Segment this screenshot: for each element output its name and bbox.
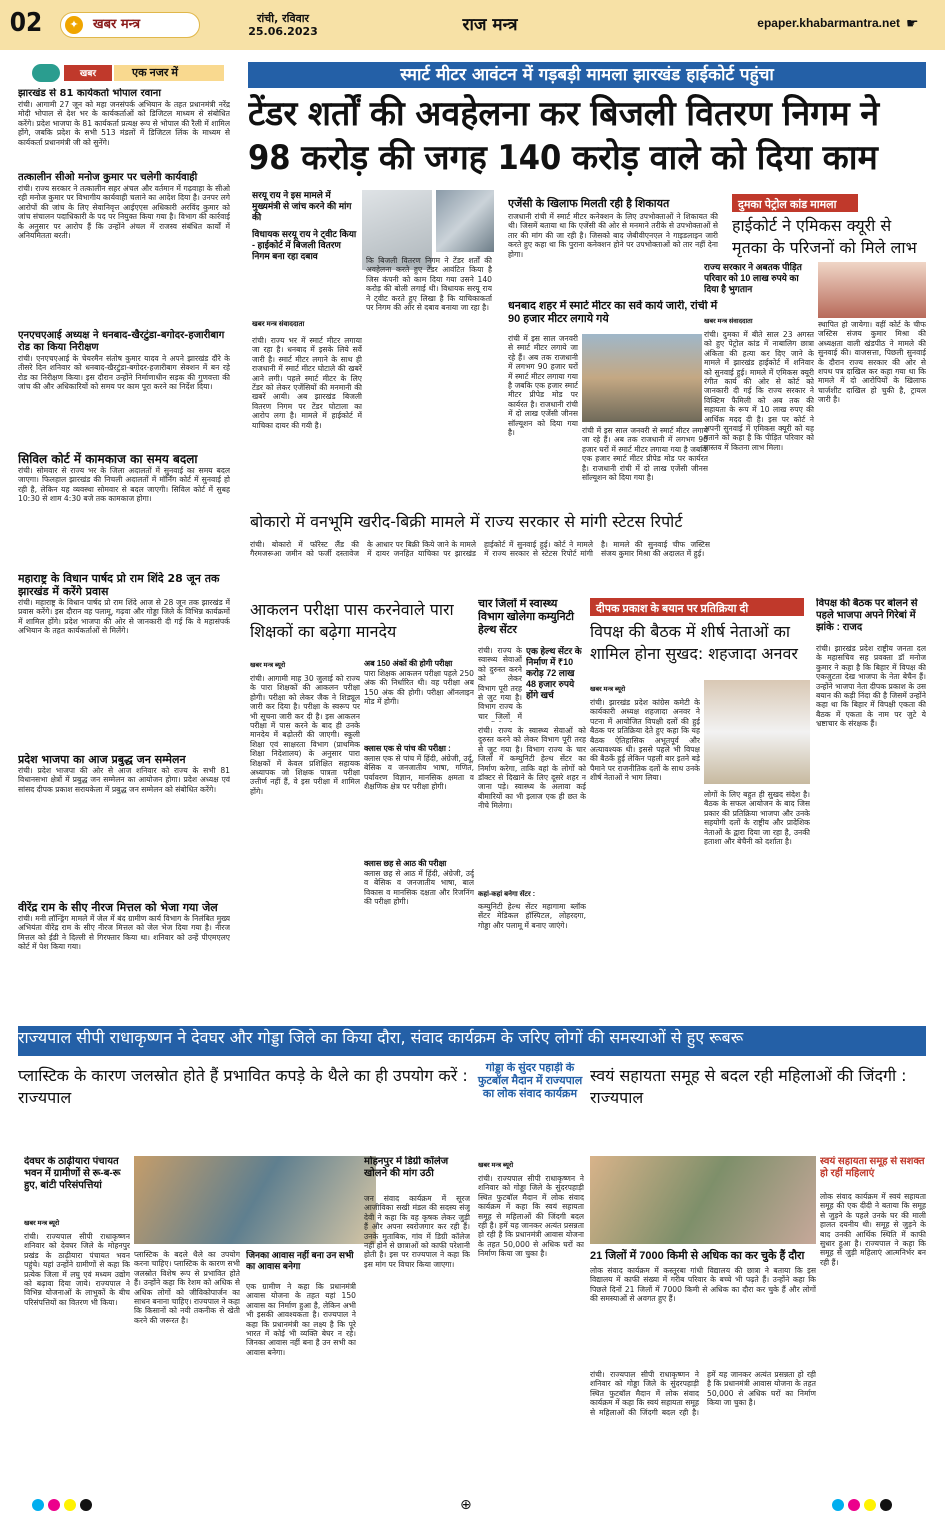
black-dot [80, 1499, 92, 1511]
subhead: एजेंसी के खिलाफ मिलती रही है शिकायत [508, 198, 670, 210]
article-body: कम्युनिटी हेल्थ सेंटर महागामा ब्लॉक सेंटर मेडिकल हॉस्पिटल, लोहरदगा, गोड्डा और पलामू में बनाए जाएंगे। [478, 902, 586, 930]
article-body: जन संवाद कार्यक्रम में सूरज आजीविका सखी मंडल की सदस्य संजू देवी ने कहा कि वह कृषक लेकर जुड़ी हैं और अपना स्वरोजगार कर रही हैं। उनके मुताबिक, गांव में डिग्री कॉलेज नहीं होने से छात्राओं को काफी परेशानी होती है। इस पर राज्यपाल ने कहा कि इस मांग पर विचार किया जाएगा। [364, 1194, 470, 1269]
byline: खबर मन्त्र ब्यूरो [478, 1162, 514, 1169]
street-photo [582, 334, 702, 422]
brief-title: तत्कालीन सीओ मनोज कुमार पर चलेगी कार्यवाही [18, 172, 198, 183]
article-body: रांची। झारखंड प्रदेश राष्ट्रीय जनता दल के महासचिव सह प्रवक्ता डॉ मनोज कुमार ने कहा है कि बिहार में विपक्ष की एकजुटता देख भाजपा के नेता बेचैन हैं। उन्होंने भाजपा नेता दीपक प्रकाश के उस बयान की कड़ी निंदा की है जिसमें उन्होंने कहा था कि बिहार में विपक्षी एकता की बैठक में एकता के नाम पर जुटे ये भ्रष्टाचार के संरक्षक हैं। [816, 644, 926, 729]
dipak-headline: विपक्ष की बैठक में शीर्ष नेताओं का शामिल होना सुखद: शहजादा अनवर [590, 622, 798, 663]
article-body: रांची। राज्यपाल सीपी राधाकृष्णन शनिवार को देवघर जिले के मोहनपुर प्रखंड के ठाढ़ीयारा पंचायत भवन पहुंचे। यहां उन्होंने ग्रामीणों से कहा कि प्रत्येक जिला में लघु एवं मध्यम उद्योग को बढ़ावा दिया जाये। राज्यपाल ने विभिन्न योजनाओं के लाभुकों के बीच परिसंपत्तियों का वितरण भी किया। [24, 1232, 130, 1307]
brief-body: रांची। राज्य सरकार ने तत्कालीन सहर अंचल और वर्तमान में गढ़वाहा के सीओ रही मनोज कुमार पर विभागीय कार्यवाही चलाने का आदेश दिया है। उनपर लगे आरोपों की जांच के लिए सेवानिवृत्त आईएएस अधिकारी अरविंद कुमार को जांच संचालन पदाधिकारी के पद पर नियुक्त किया गया है। विभाग की कार्रवाई के अनुसार पर आरोप हैं कि उन्होंने अंचल में राजस्व संबंधित कार्यों में अनियमितता बरती। [18, 184, 230, 241]
brief-title: एनएचएआई अध्यक्ष ने धनबाद-खैरटुंडा-बगोदर-हजारीबाग रोड का किया निरीक्षण [18, 330, 225, 353]
article-body: लोक संवाद कार्यक्रम में स्वयं सहायता समूह की एक दीदी ने बताया कि समूह से जुड़ने के पहले उनके घर की माली हालत दयनीय थी। समूह से जुड़ने के बाद उनकी आर्थिक स्थिति में काफी सुधार हुआ है। राज्यपाल ने कहा कि समूह से जुड़ी महिलाएं आत्मनिर्भर बन रही हैं। [820, 1192, 926, 1267]
article-body: क्लास छह से आठ में हिंदी, अंग्रेजी, उर्दू व बेसिक व जनजातीय भाषा, बाल विकास व मानसिक दक्षता और रिजनिंग की परीक्षा होगी। [364, 869, 474, 907]
dumka-tag: दुमका पेट्रोल कांड मामला [732, 194, 858, 212]
shg-box-title: स्वयं सहायता समूह से सशक्त हो रहीं महिलाएं [820, 1156, 925, 1179]
yellow-dot [64, 1499, 76, 1511]
brief-title: महाराष्ट्र के विधान पार्षद प्रो राम शिंदे 28 जून तक झारखंड में करेंगे प्रवास [18, 572, 220, 598]
article-body: रांची। बोकारो में फॉरेस्ट लैंड की गैरमजरूआ जमीन को फर्जी दस्तावेज के आधार पर बिक्री किये जाने के मामले में दायर जनहित याचिका पर झारखंड हाईकोर्ट में सुनवाई हुई। कोर्ट ने मामले में राज्य सरकार से स्टेटस रिपोर्ट मांगी है। मामले की सुनवाई चीफ जस्टिस संजय कुमार मिश्रा की अदालत में हुई। [250, 540, 710, 559]
deoghar-title: देवघर के ठाढ़ीयारा पंचायत भवन में ग्रामीणों से रू-ब-रू हुए, बांटी परिसंपत्तियां [24, 1156, 121, 1191]
bike-title: 21 जिलों में 7000 किमी से अधिक का कर चुके हैं दौरा [590, 1250, 805, 1262]
dumka-subhead: राज्य सरकार ने अबतक पीड़ित परिवार को 10 लाख रुपये का दिया है भुगतान [704, 262, 802, 294]
article-body: रांची में इस साल जनवरी से स्मार्ट मीटर लगाये जा रहे हैं। अब तक राजधानी में लगभग 90 हजार घरों में स्मार्ट मीटर लगाया गया है जबकि एक हजार स्मार्ट मीटर प्रीपेड मोड पर कार्यरत है। राजधानी रांची में दो लाख एजेंसी जीनस सॉल्यूशन को दिया गया है। [508, 334, 578, 438]
governor-banner: राज्यपाल सीपी राधाकृष्णन ने देवघर और गोड्डा जिले का किया दौरा, संवाद कार्यक्रम के जरिए लोगों की समस्याओं से हुए रूबरू [18, 1026, 926, 1056]
subhead: धनबाद शहर में स्मार्ट मीटर का सर्वे कार्य जारी, रांची में 90 हजार मीटर लगाये गये [508, 300, 718, 325]
subhead: क्लास छह से आठ की परीक्षा [364, 859, 447, 868]
epaper-link[interactable]: epaper.khabarmantra.net [757, 16, 900, 30]
quote-block [252, 190, 360, 300]
dipak-tag: दीपक प्रकाश के बयान पर प्रतिक्रिया दी [590, 598, 804, 616]
masthead-logo [60, 12, 200, 38]
governor-godda-photo [590, 1156, 816, 1244]
black-dot [880, 1499, 892, 1511]
article-body: रांची में इस साल जनवरी से स्मार्ट मीटर लगाये जा रहे हैं। अब तक राजधानी में लगभग 90 हजार घरों में स्मार्ट मीटर लगाया गया है जबकि एक हजार स्मार्ट मीटर प्रीपेड मोड पर कार्यरत है। राजधानी रांची में दो लाख एजेंसी जीनस सॉल्यूशन को दिया गया है। [582, 426, 708, 483]
rajad-headline: विपक्ष की बैठक पर बोलने से पहले भाजपा अपने गिरेबां में झांके : राजद [816, 598, 918, 633]
article-body: प्लास्टिक के बदले थैले का उपयोग करना चाहिए। प्लास्टिक के कारण सभी जलस्रोत विशेष रूप से प्रभावित होते हैं। उन्होंने कहा कि रेशम को अधिक से अधिक लोगों को जीविकोपार्जन का साधन बनाना चाहिए। राज्यपाल ने कहा कि किसानों को नयी तकनीक से खेती करने की जरूरत है। [134, 1250, 240, 1325]
high-court-photo [818, 262, 926, 318]
print-registration-marks [0, 1495, 945, 1515]
governor-deoghar-photo [134, 1156, 376, 1244]
subhead: अब 150 अंकों की होगी परीक्षा [364, 659, 453, 668]
article-body: रांची। झारखंड प्रदेश कांग्रेस कमेटी के कार्यकारी अध्यक्ष शहजादा अनवर ने पटना में आयोजित विपक्षी दलों की हुई बैठक पर प्रतिक्रिया देते हुए कहा कि यह बैठक ऐतिहासिक अभूतपूर्व और अत्यावश्यक थी। इससे पहले भी विपक्ष की बैठकें हुई लेकिन पहली बार इतने बड़े पैमाने पर राजनीतिक दलों के साथ उनके शीर्ष नेताओं ने भाग लिया। [590, 698, 700, 783]
tag-khabar: खबर [64, 65, 112, 81]
shahzada-photo [704, 680, 810, 784]
article-body: क्लास एक से पांच में हिंदी, अंग्रेजी, उर्दू, बेसिक व जनजातीय भाषा, गणित, पर्यावरण विज्ञान, मानसिक क्षमता व शैक्षणिक क्षेत्र पर परीक्षा होगी। [364, 754, 474, 792]
article-body: रांची। राज्यपाल सीपी राधाकृष्णन ने शनिवार को गोड्डा जिले के सुंदरपहाड़ी स्थित फुटबॉल मैदान में लोक संवाद कार्यक्रम में कहा कि स्वयं सहायता समूह से महिलाओं की जिंदगी बदल रही है। हमें यह जानकर अत्यंत प्रसन्नता हो रही है कि प्रधानमंत्री आवास योजना के तहत 50,000 से अधिक घरों का निर्माण किया जा चुका है। [590, 1370, 816, 1417]
byline: खबर मन्त्र ब्यूरो [590, 686, 626, 693]
article-body: लोगों के लिए बहुत ही सुखद संदेश है। बैठक के सफल आयोजन के बाद जिस प्रकार की प्रतिक्रिया भाजपा और उनके सहयोगी दलों के राष्ट्रीय और प्रादेशिक नेताओं के द्वारा दिया जा रहा है, उनकी हताशा और बेचैनी को दर्शाता है। [704, 790, 810, 847]
brief-body: रांची। महाराष्ट्र के विधान पार्षद प्रो राम शिंदे आज से 28 जून तक झारखंड में प्रवास करेंगे। इस दौरान वह पलामू, गढ़वा और गोड्डा जिले के विभिन्न कार्यक्रमों में शामिल होंगे। प्रदेश भाजपा की ओर से जानकारी दी गई कि वे महासंपर्क अभियान के तहत कार्यकर्ताओं से मिलेंगे। [18, 598, 230, 636]
logo-icon: ✦ [65, 16, 83, 34]
brief-body: रांची। एनएचएआई के चेयरमैन संतोष कुमार यादव ने अपने झारखंड दौरे के तीसरे दिन शनिवार को धनबाद-खैरटुंडा-बगोदर-हजारीबाग सेक्शन में बन रहे रोड का निरीक्षण किया। इस दौरान उन्होंने निर्माणाधीन सड़क की गुणवत्ता की जांच की और अधिकारियों को समय पर काम पूरा करने का निर्देश दिया। [18, 354, 230, 392]
tag-ek-nazar: एक नजर में [114, 65, 224, 81]
cyan-dot [832, 1499, 844, 1511]
article-body: स्थापित हो जायेगा। वहीं कोर्ट के चीफ जस्टिस संजय कुमार मिश्रा की अध्यक्षता वाली खंडपीठ ने मामले की सुनवाई की। वाजसत्ता, पिछली सुनवाई के दौरान राज्य सरकार की ओर से शपथ पत्र दाखिल कर कहा गया था कि मामले में दो आरोपियों के खिलाफ चार्जशीट दाखिल हो चुकी है, ट्रायल जारी है। [818, 320, 926, 405]
brief-title: सिविल कोर्ट में कामकाज का समय बदला [18, 452, 198, 466]
registration-mark-icon: ⊕ [460, 1497, 472, 1513]
byline: खबर मन्त्र संवाददाता [252, 321, 305, 328]
section-tag [20, 62, 230, 84]
housing-title: जिनका आवास नहीं बना उन सभी का आवास बनेगा [246, 1250, 354, 1271]
mohanpur-title: मोहनपुर में डिग्री कॉलेज खोलने की मांग उठी [364, 1156, 449, 1179]
exam-headline: आकलन परीक्षा पास करनेवाले पारा शिक्षकों का बढ़ेगा मानदेय [250, 600, 454, 641]
quote-text: सरयू राय ने इस मामले में मुख्यमंत्री से जांच करने की मांग की [252, 190, 352, 222]
dateline [228, 12, 338, 42]
byline: खबर मन्त्र संवाददाता [704, 318, 753, 325]
article-body: रांची। दुमका में बीते साल 23 अगस्त को हुए पेट्रोल कांड में नाबालिग छात्रा अंकिता की हत्या कर दिए जाने के मामले में झारखंड हाईकोर्ट में शनिवार को सुनवाई हुई। मामले में एमिकस क्यूरी रंगीत कार्य की ओर से कोर्ट को जानकारी दी गई कि राज्य सरकार ने विक्टिम फैमिली को अब तक की सहायता के रूप में 10 लाख रुपए की आर्थिक मदद दी है। इस पर कोर्ट ने अपनी सुनवाई में एमिकस क्यूरी को यह बताने को कहा है कि पीड़ित परिवार को वास्तव में कितना लाभ मिला। [704, 330, 814, 452]
magenta-dot [848, 1499, 860, 1511]
article-body: राजधानी रांची में स्मार्ट मीटर कनेक्शन के लिए उपभोक्ताओं ने शिकायत की थी। जिसमें बताया था कि एजेंसी की ओर से मनमाने तरीके से उपभोक्ताओं से तार की मांग की जा रही है। जिसको बाद जेबीवीएनएल ने गाइडलाइन जारी करते हुए कहा था कि पुराना कनेक्शन होने पर उपभोक्ताओं को तार नहीं देना होगा। [508, 212, 718, 259]
section-title: राज मन्त्र [462, 15, 518, 35]
article-body: रांची। राज्य के स्वास्थ्य सेवाओं को दुरुस्त करने को लेकर विभाग पूरी तरह से जुट गया है। विभाग राज्य के चार जिलों में कम्युनिटी हेल्थ सेंटर का निर्माण करेगा, ताकि वहां के लोगों को डॉक्टर से दिखाने के लिए दूसरे शहर न जाना पड़े। स्वास्थ्य के अलावा कई बीमारियों का भी इलाज एक ही छत के नीचे मिलेगा। [478, 726, 586, 811]
brief-body: रांची। प्रदेश भाजपा की ओर से आज शनिवार को राज्य के सभी 81 विधानसभा क्षेत्रों में प्रबुद्ध जन सम्मेलन का आयोजन होगा। प्रदेश अध्यक्ष एवं सांसद दीपक प्रकाश सरायकेला में प्रबुद्ध जन सम्मेलन को संबोधित करेंगे। [18, 766, 230, 794]
brief-body: रांची। आगामी 27 जून को महा जनसंपर्क अभियान के तहत प्रधानमंत्री नरेंद्र मोदी भोपाल से देश भर के कार्यकर्ताओं को डिजिटल माध्यम से संबोधित करेंगे। प्रदेश भाजपा के 81 कार्यकर्ता प्रत्यक्ष रूप से भोपाल की रैली में शामिल होंगे, जबकि प्रदेश के सभी 513 मंडलों में डिजिटल लिंक के माध्यम से कार्यकर्ता प्रधानमंत्री जी को सुनेंगे। [18, 100, 230, 147]
subhead: क्लास एक से पांच की परीक्षा : [364, 744, 451, 753]
forest-headline: बोकारो में वनभूमि खरीद-बिक्री मामले में राज्य सरकार से मांगी स्टेटस रिपोर्ट [250, 512, 683, 531]
globe-icon [32, 64, 60, 82]
article-body: रांची। राज्यपाल सीपी राधाकृष्णन ने शनिवार को गोड्डा जिले के सुंदरपहाड़ी स्थित फुटबॉल मैदान में लोक संवाद कार्यक्रम में कहा कि स्वयं सहायता समूह से महिलाओं की जिंदगी बदल रही है। हमें यह जानकर अत्यंत प्रसन्नता हो रही है कि प्रधानमंत्री आवास योजना के तहत 50,000 से अधिक घरों का निर्माण किया जा चुका है। [478, 1174, 584, 1259]
exam-right [364, 658, 474, 970]
color-dots-right [830, 1495, 894, 1515]
logo-text: खबर मन्त्र [93, 17, 141, 32]
byline: खबर मन्त्र ब्यूरो [24, 1220, 60, 1227]
magenta-dot [48, 1499, 60, 1511]
subhead: कहां-कहां बनेगा सेंटर : [478, 891, 536, 898]
color-dots-left [30, 1495, 94, 1515]
article-body: कि बिजली वितरण निगम ने टेंडर शर्तों की अवहेलना करते हुए टेंडर आवंटित किया है जिस कंपनी को काम दिया गया उसने 140 करोड़ की बोली लगाई थी। विधायक सरयू राय ने ट्वीट करते हुए लिखा है कि याचिकाकर्ता पर निगम की ओर से दबाव बनाया जा रहा है। [366, 256, 492, 313]
brief-column [18, 88, 230, 1343]
article-body: पारा शिक्षक आकलन परीक्षा पहले 250 अंक की निर्धारित थी। वह परीक्षा अब 150 अंक की होगी। परीक्षा ऑनलाइन मोड में होगी। [364, 669, 474, 707]
article-body: रांची। राज्य के स्वास्थ्य सेवाओं को दुरुस्त करने को लेकर विभाग पूरी तरह से जुट गया है। विभाग राज्य के चार जिलों में [478, 646, 522, 721]
article-body: लोक संवाद कार्यक्रम में कस्तूरबा गांधी विद्यालय की छात्रा ने बताया कि इस विद्यालय में काफी संख्या में गरीब परिवार के बच्चे भी पढ़ते हैं। उन्होंने कहा कि पिछले दिनों 21 जिलों में 7000 किमी से अधिक का दौरा कर चुके हैं और लोगों की समस्याओं से अवगत हुए हैं। [590, 1266, 816, 1304]
health-headline: चार जिलों में स्वास्थ्य विभाग खोलेगा कम्युनिटी हेल्थ सेंटर [478, 598, 574, 636]
brief-title: झारखंड से 81 कार्यकर्ता भोपाल रवाना [18, 88, 161, 99]
saryu-rai-photo [436, 190, 494, 252]
health-box: एक हेल्थ सेंटर के निर्माण में ₹10 करोड़ 72 लाख 48 हजार रुपये होंगे खर्च [526, 646, 582, 700]
main-headline: टेंडर शर्तों की अवहेलना कर बिजली वितरण निगम ने 98 करोड़ की जगह 140 करोड़ वाले को दिया काम [248, 94, 880, 178]
brief-body: रांची। मनी लॉन्ड्रिंग मामले में जेल में बंद ग्रामीण कार्य विभाग के निलंबित मुख्य अभियंता वीरेंद्र राम के सीए नीरज मित्तल को जेल भेज दिया गया है। नीरज मित्तल को ईडी ने दिल्ली से गिरफ्तार किया था। शनिवार को उन्हें पीएमएलए कोर्ट में पेश किया गया। [18, 914, 230, 952]
byline: खबर मन्त्र ब्यूरो [250, 662, 286, 669]
brief-title: वीरेंद्र राम के सीए नीरज मित्तल को भेजा गया जेल [18, 901, 218, 914]
article-body: रांची। राज्य भर में स्मार्ट मीटर लगाया जा रहा है। धनबाद में इसके लिये सर्वे जारी है। स्मार्ट मीटर लगाने के साथ ही राजधानी में स्मार्ट मीटर घोटाले की खबरें आने लगी। पहले स्मार्ट मीटर के लिए टेंडर को लेकर एजेंसियों की मनमानी की खबरें आयी। अब झारखंड बिजली वितरण निगम पर टेंडर घोटाला का आरोप लगा है। मामले में हाईकोर्ट में याचिका दायर की गयी है। [252, 336, 362, 430]
brief-body: रांची। सोमवार से राज्य भर के जिला अदालतों में सुनवाई का समय बदल जाएगा। फिलहाल झारखंड की निचली अदालतों में मॉर्निंग कोर्ट में सुनवाई हो रही है, लेकिन यह व्यवस्था सोमवार से बदल जाएगी। सिविल कोर्ट में सुबह 10:30 से शाम 4:30 बजे तक कामकाज होगा। [18, 466, 230, 504]
article-body: एक ग्रामीण ने कहा कि प्रधानमंत्री आवास योजना के तहत यहां 150 आवास का निर्माण हुआ है, लेकिन अभी भी इसकी आवश्यकता है। राज्यपाल ने कहा कि प्रधानमंत्री का लक्ष्य है कि पूरे भारत में कोई भी व्यक्ति बेघर न रहे। जिनका आवास नहीं बना है उन सभी का आवास बनेगा। [246, 1282, 356, 1357]
kicker-banner: स्मार्ट मीटर आवंटन में गड़बड़ी मामला झारखंड हाईकोर्ट पहुंचा [248, 62, 926, 88]
article-body: रांची। आगामी माह 30 जुलाई को राज्य के पारा शिक्षकों की आकलन परीक्षा होगी। परीक्षा को लेकर जैक ने शिड्यूल जारी कर दिया है। परीक्षा के स्वरूप पर भी सूचना जारी कर दी है। इस आकलन परीक्षा में पास करने के बाद ही उनके मानदेय में बढ़ोतरी की जाएगी। स्कूली शिक्षा एवं साक्षरता विभाग (प्राथमिक शिक्षा निदेशालय) के अनुसार पारा शिक्षकों में केवल प्रशिक्षित सहायक अध्यापक जो शिक्षक पात्रता परीक्षा उत्तीर्ण नहीं हैं, वे इस परीक्षा में शामिल होंगे। [250, 674, 360, 796]
godda-tag: गोड्डा के सुंदर पहाड़ी के फुटबॉल मैदान में राज्यपाल का लोक संवाद कार्यक्रम [477, 1062, 583, 1100]
brief-title: प्रदेश भाजपा का आज प्रबुद्ध जन सम्मेलन [18, 753, 186, 766]
city-day: रांची, रविवार [256, 12, 310, 25]
date: 25.06.2023 [248, 25, 318, 38]
cyan-dot [32, 1499, 44, 1511]
plastic-headline: प्लास्टिक के कारण जलस्रोत होते हैं प्रभावित कपड़े के थैले का ही उपयोग करें : राज्यपाल [18, 1066, 468, 1107]
yellow-dot [864, 1499, 876, 1511]
page-number: 02 [9, 8, 43, 38]
quote-text: विधायक सरयू राय ने ट्वीट किया - हाईकोर्ट में बिजली वितरण निगम बना रहा दबाव [252, 229, 357, 261]
dumka-headline: हाईकोर्ट ने एमिकस क्यूरी से मृतका के परिजनों को मिले लाभ [732, 216, 917, 257]
hand-pointer-icon: ☛ [906, 16, 919, 32]
shg-headline: स्वयं सहायता समूह से बदल रही महिलाओं की जिंदगी : राज्यपाल [590, 1066, 907, 1107]
